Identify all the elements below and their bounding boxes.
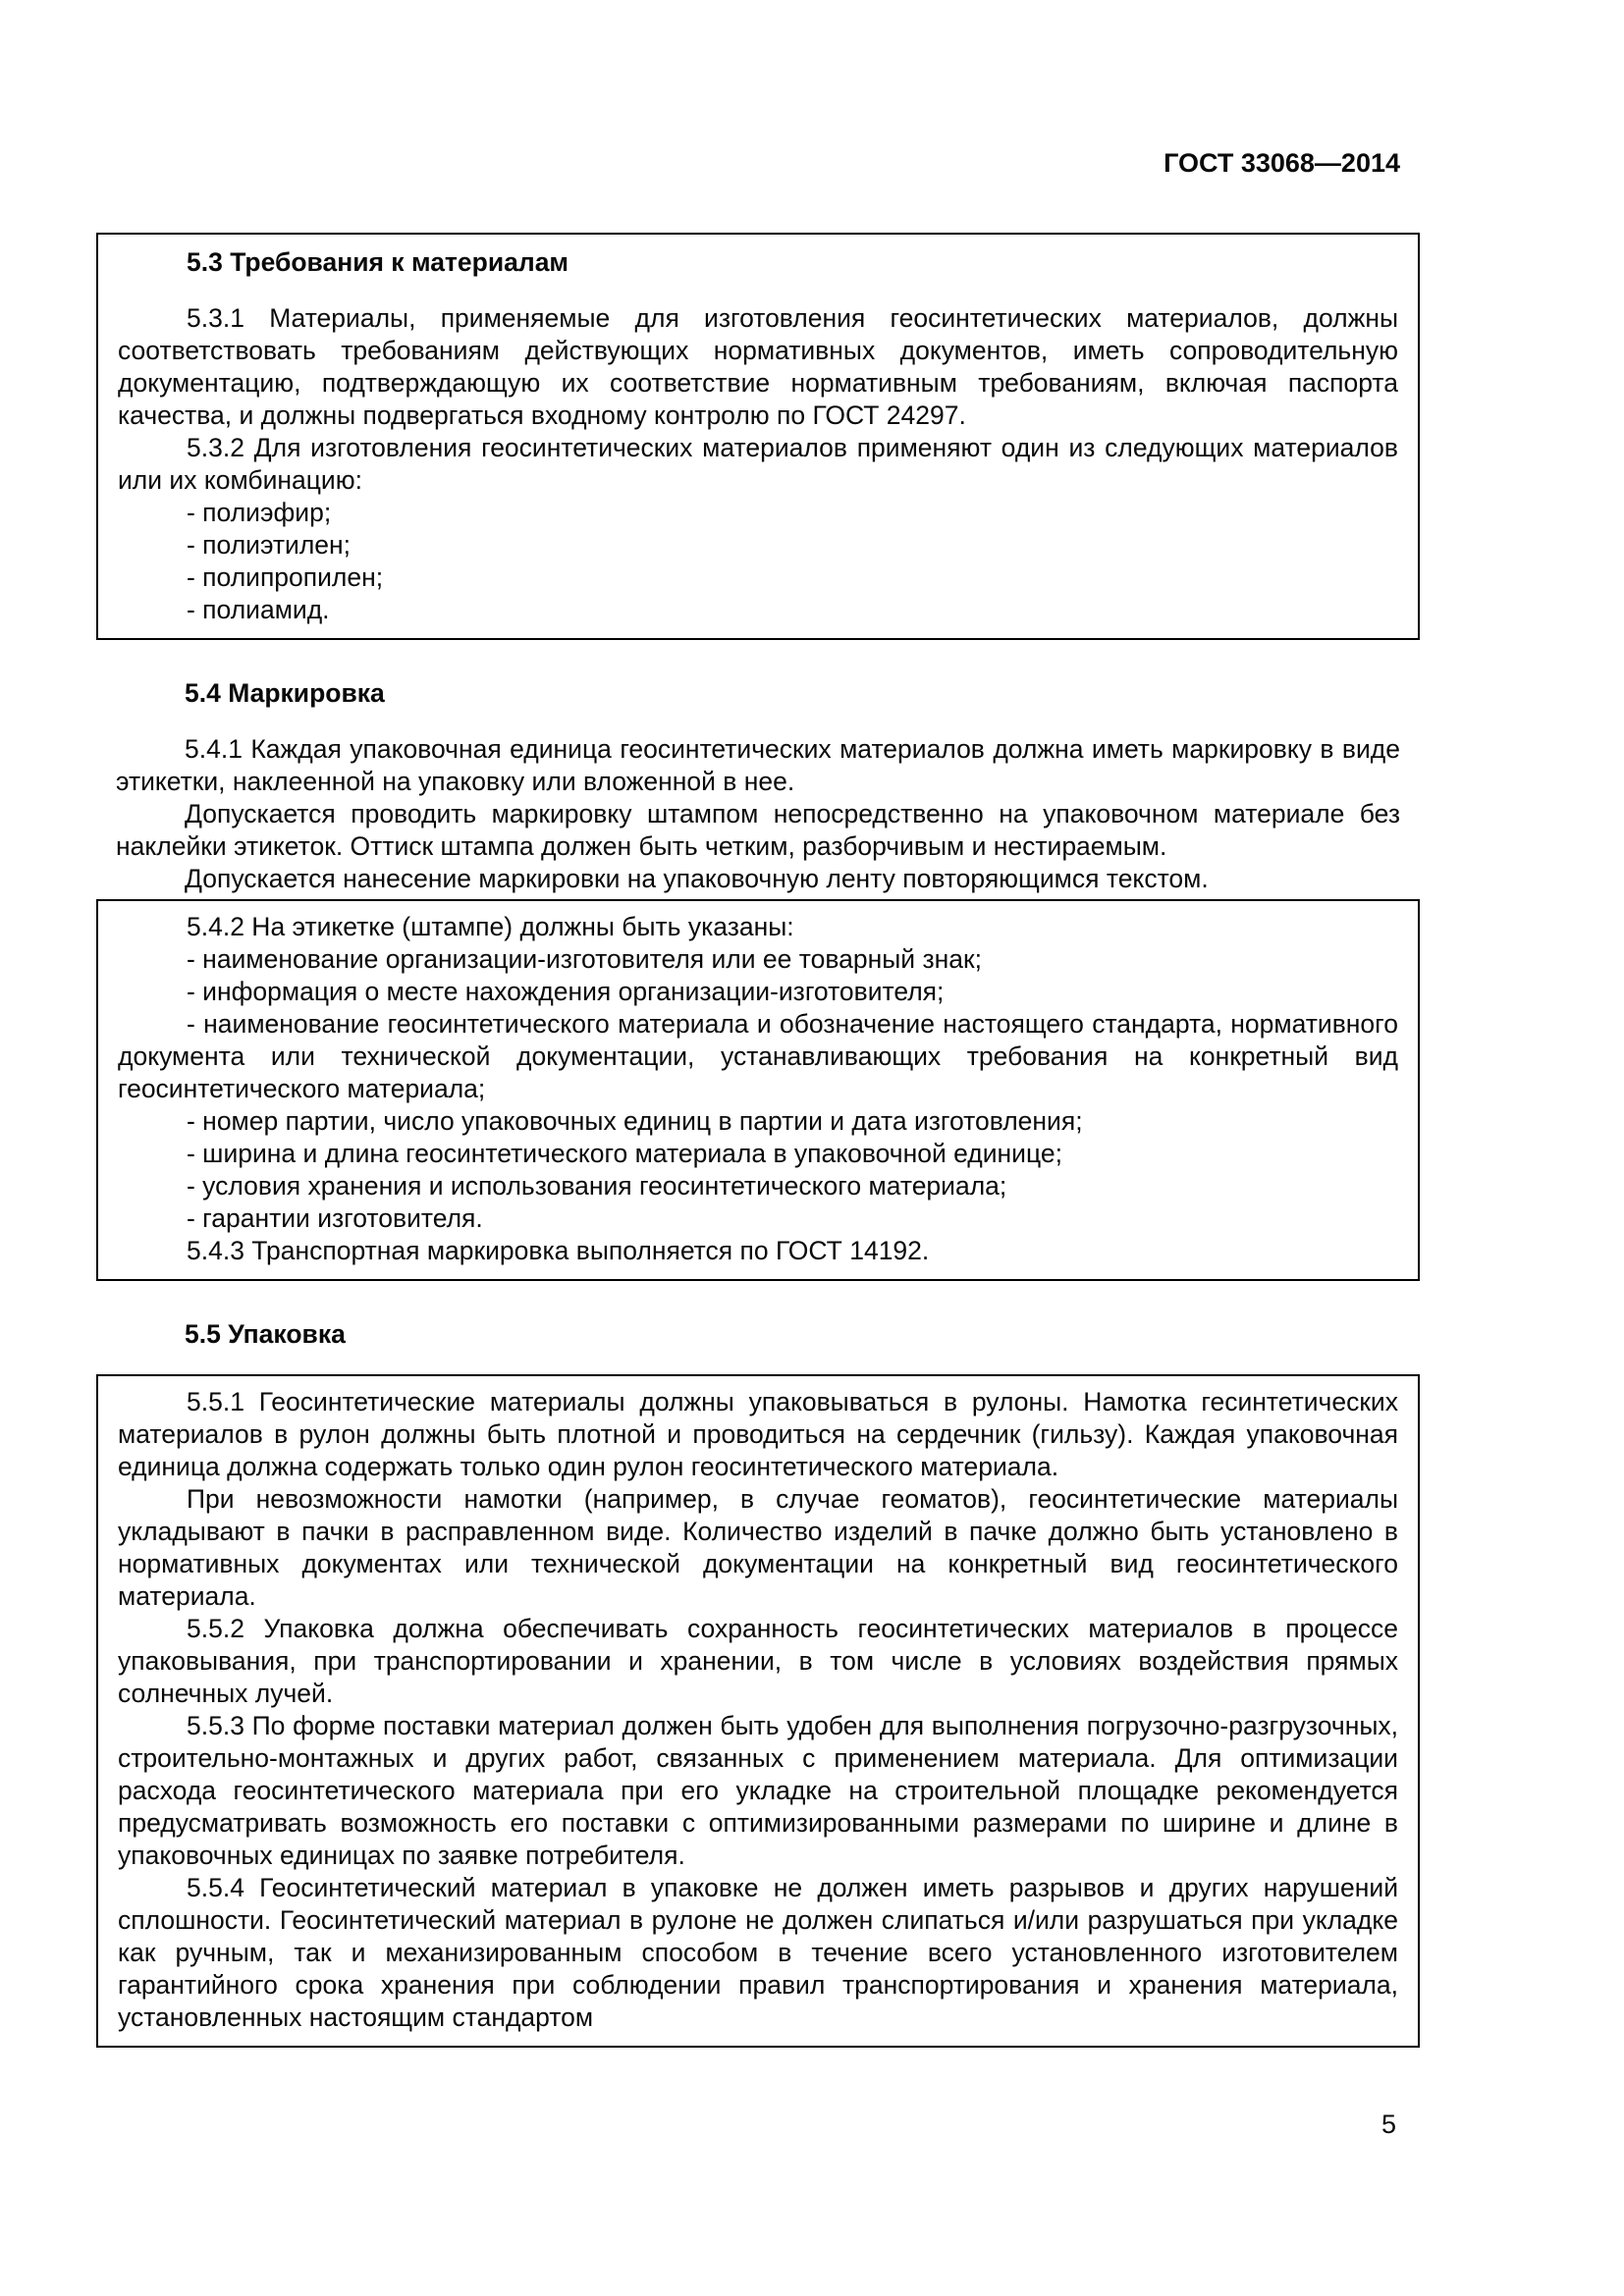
paragraph-5-4-3: 5.4.3 Транспортная маркировка выполняется по ГОСТ 14192. <box>187 1236 930 1265</box>
section-5-5-box <box>96 1374 1420 2048</box>
paragraph-5-4-1-cont: Допускается проводить маркировку штампом непосредственно на упаковочном материале без наклейки этикеток. Оттиск штампа должен быть четким, разборчивым и нестираемым. <box>116 799 1400 861</box>
paragraph-5-3-2: 5.3.2 Для изготовления геосинтетических материалов применяют один из следующих материалов или их комбинацию: <box>118 433 1398 495</box>
paragraph-5-4-1-cont2: Допускается нанесение маркировки на упаковочную ленту повторяющимся текстом. <box>185 864 1209 893</box>
paragraph-5-5-2: 5.5.2 Упаковка должна обеспечивать сохранность геосинтетических материалов в процессе упаковывания, при транспортировании и хранении, в том числе в условиях воздействия прямых солнечных лучей. <box>118 1614 1398 1708</box>
paragraph-5-5-3: 5.5.3 По форме поставки материал должен быть удобен для выполнения погрузочно-разгрузочных, строительно-монтажных и других работ, связанных с применением материала. Для оптимизации расхода геосинтетического материала при его укладке на строительной площадке рекомендуется предусматривать возможность его поставки с оптимизированными размерами по ширине и длине в упаковочных единицах по заявке потребителя. <box>118 1711 1398 1870</box>
list-item: - гарантии изготовителя. <box>187 1203 483 1233</box>
paragraph-5-5-1-cont: При невозможности намотки (например, в случае геоматов), геосинтетические материалы укладывают в пачки в расправленном виде. Количество изделий в пачке должно быть установлено в нормативных документах или технической документации на конкретный вид геосинтетического материала. <box>118 1484 1398 1611</box>
paragraph-5-4-1: 5.4.1 Каждая упаковочная единица геосинтетических материалов должна иметь маркировку в виде этикетки, наклеенной на упаковку или вложенной в нее. <box>116 734 1400 796</box>
list-item: - наименование организации-изготовителя или ее товарный знак; <box>187 944 982 974</box>
paragraph-5-5-1: 5.5.1 Геосинтетические материалы должны упаковываться в рулоны. Намотка гесинтетических материалов в рулон должны быть плотной и проводиться на сердечник (гильзу). Каждая упаковочная единица должна содержать только один рулон геосинтетического материала. <box>118 1387 1398 1481</box>
page-content <box>116 0 1400 2048</box>
document-code-header: ГОСТ 33068—2014 <box>1164 148 1400 178</box>
section-5-3-title: 5.3 Требования к материалам <box>187 247 569 277</box>
list-item: - условия хранения и использования геосинтетического материала; <box>187 1171 1007 1201</box>
list-item: - информация о месте нахождения организации-изготовителя; <box>187 977 945 1006</box>
section-5-4-2-box <box>96 899 1420 1281</box>
section-5-3-box <box>96 233 1420 640</box>
list-item: - ширина и длина геосинтетического материала в упаковочной единице; <box>187 1139 1062 1168</box>
list-item: - наименование геосинтетического материала и обозначение настоящего стандарта, нормативного документа или технической документации, устанавливающих требования на конкретный вид геосинтетического материала; <box>118 1009 1398 1103</box>
list-item: - полиамид. <box>187 595 330 624</box>
paragraph-5-4-2: 5.4.2 На этикетке (штампе) должны быть указаны: <box>187 912 794 941</box>
paragraph-5-5-4: 5.5.4 Геосинтетический материал в упаковке не должен иметь разрывов и других нарушений сплошности. Геосинтетический материал в рулоне не должен слипаться и/или разрушаться при укладке как ручным, так и механизированным способом в течение всего установленного изготовителем гарантийного срока хранения при соблюдении правил транспортирования и хранения материала, установленных настоящим стандартом <box>118 1873 1398 2032</box>
list-item: - номер партии, число упаковочных единиц в партии и дата изготовления; <box>187 1106 1083 1136</box>
section-5-5-title: 5.5 Упаковка <box>185 1319 346 1349</box>
page-number: 5 <box>1380 2109 1396 2139</box>
list-item: - полиэтилен; <box>187 530 352 560</box>
list-item: - полипропилен; <box>187 562 384 592</box>
paragraph-5-3-1: 5.3.1 Материалы, применяемые для изготовления геосинтетических материалов, должны соответствовать требованиям действующих нормативных документов, иметь сопроводительную документацию, подтверждающую их соответствие нормативным требованиям, включая паспорта качества, и должны подвергаться входному контролю по ГОСТ 24297. <box>118 303 1398 430</box>
list-item: - полиэфир; <box>187 498 332 527</box>
section-5-4-title: 5.4 Маркировка <box>185 678 385 708</box>
